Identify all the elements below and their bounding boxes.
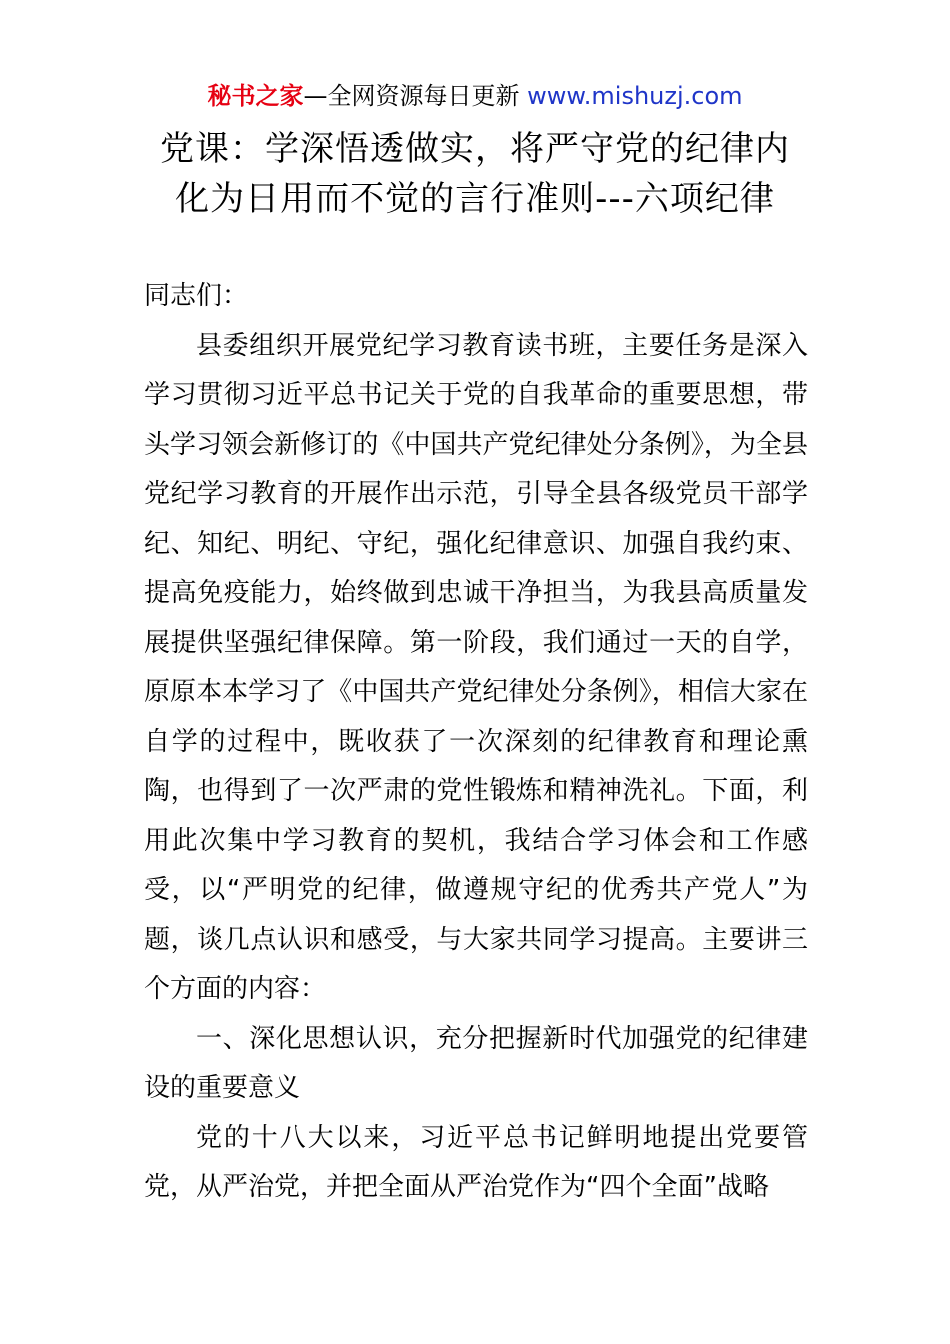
site-brand: 秘书之家 [207,82,304,110]
section-heading-1: 一、深化思想认识，充分把握新时代加强党的纪律建设的重要意义 [144,1023,808,1103]
document-body [144,272,808,1213]
document-title-line-1: 党课：学深悟透做实，将严守党的纪律内 [160,129,790,169]
body-paragraph-1: 县委组织开展党纪学习教育读书班，主要任务是深入学习贯彻习近平总书记关于党的自我革命的重要思想，带头学习领会新修订的《中国共产党纪律处分条例》，为全县党纪学习教育的开展作出示范，引导全县各级党员干部学纪、知纪、明纪、守纪，强化纪律意识、加强自我约束、提高免疫能力，始终做到忠诚干净担当，为我县高质量发展提供坚强纪律保障。第一阶段，我们通过一天的自学，原原本本学习了《中国共产党纪律处分条例》，相信大家在自学的过程中，既收获了一次深刻的纪律教育和理论熏陶，也得到了一次严肃的党性锻炼和精神洗礼。下面，利用此次集中学习教育的契机，我结合学习体会和工作感受，以“严明党的纪律，做遵规守纪的优秀共产党人”为题，谈几点认识和感受，与大家共同学习提高。主要讲三个方面的内容： [144,330,808,1004]
site-tagline: —全网资源每日更新 [303,82,528,110]
salutation: 同志们： [144,281,249,311]
document-title-line-2: 化为日用而不觉的言行准则---六项纪律 [175,179,775,219]
document-title [100,124,850,224]
site-banner [0,80,950,112]
site-url-link[interactable]: www.mishuzj.com [527,82,743,110]
body-paragraph-2: 党的十八大以来，习近平总书记鲜明地提出党要管党，从严治党，并把全面从严治党作为“四个全面”战略 [144,1122,808,1202]
